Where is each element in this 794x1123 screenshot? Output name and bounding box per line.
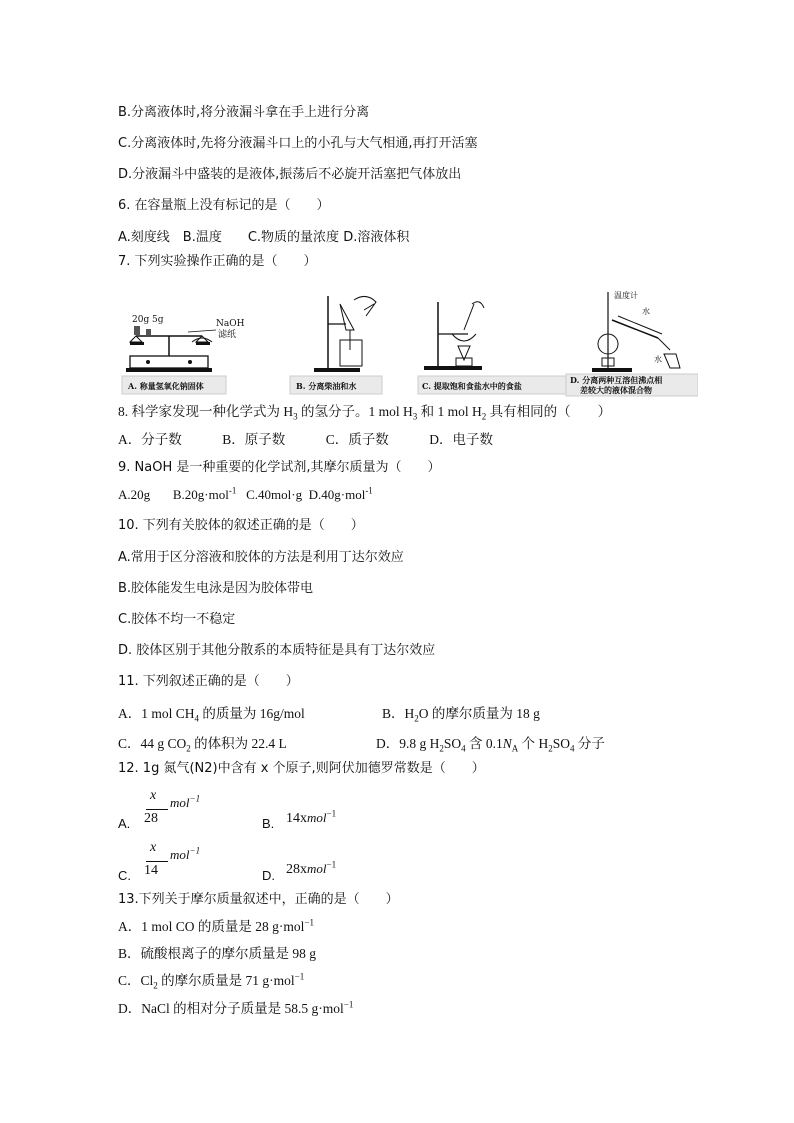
q10-option-d: D. 胶体区别于其他分散系的本质特征是具有丁达尔效应 (118, 643, 436, 658)
q10-option-a: A.常用于区分溶液和胶体的方法是利用丁达尔效应 (118, 550, 404, 565)
q7-apparatus-figures (118, 286, 698, 398)
q9-options: A.20g B.20g·mol$^{-1}$ C.40mol·g D.40g·mol$^{-1}$ (118, 485, 373, 502)
q13-option-a: A．1 mol CO 的质量是 28 g·mol$^{-1}$ (118, 917, 314, 934)
fig-c-caption: C. 提取饱和食盐水中的食盐 (422, 381, 522, 391)
figure-b-separating-funnel (290, 296, 382, 394)
fig-d-thermometer-label: 温度计 (614, 291, 638, 300)
q8-stem: 8. 科学家发现一种化学式为 $H_3$ 的氢分子。1 mol $H_3$ 和 1 mol $H_2$ 具有相同的（ ） (118, 404, 612, 422)
fig-d-water-out-label: 水 (654, 355, 662, 364)
q5-option-d: D.分液漏斗中盛装的是液体,振荡后不必旋开活塞把气体放出 (118, 167, 462, 182)
q7-stem: 7. 下列实验操作正确的是（ ） (118, 254, 317, 269)
q5-option-b: B.分离液体时,将分液漏斗拿在手上进行分离 (118, 105, 370, 120)
q12-option-a-fraction: x 28 mol$^{-1}$ (144, 788, 201, 826)
q11-option-b: B．$H_2O$ 的摩尔质量为 18 g (382, 706, 540, 724)
q13-stem: 13.下列关于摩尔质量叙述中，正确的是（ ） (118, 892, 399, 907)
figure-d-distillation (566, 290, 698, 396)
fig-a-paper-label: 滤纸 (218, 330, 237, 340)
q11-option-d: D．9.8 g $H_2SO_4$ 含 $0.1N_A$ 个 $H_2SO_4$ 分子 (376, 736, 605, 754)
q6-stem: 6. 在容量瓶上没有标记的是（ ） (118, 198, 330, 213)
q12-stem: 12. 1g 氮气(N2)中含有 x 个原子,则阿伏加德罗常数是（ ） (118, 761, 485, 776)
figure-a-balance (122, 315, 245, 394)
q11-option-c: C．44 g $CO_2$ 的体积为 22.4 L (118, 736, 287, 754)
q13-option-b: B．硫酸根离子的摩尔质量是 98 g (118, 946, 317, 961)
q5-option-c: C.分离液体时,先将分液漏斗口上的小孔与大气相通,再打开活塞 (118, 136, 478, 151)
q10-option-c: C.胶体不均一不稳定 (118, 612, 236, 627)
fig-b-caption: B. 分离柴油和水 (296, 381, 357, 391)
q11-option-a: A．1 mol $CH_4$ 的质量为 16g/mol (118, 706, 305, 724)
q12-option-b-label: B. (262, 816, 275, 831)
q13-option-c: C．$Cl_2$ 的摩尔质量是 71 g·mol$^{-1}$ (118, 971, 305, 991)
fig-d-caption-line2: 差较大的液体混合物 (580, 385, 652, 395)
fig-d-caption-line1: D. 分离两种互溶但沸点相 (570, 375, 663, 385)
q12-option-a-label: A. (118, 816, 131, 831)
q8-options: A．分子数 B．原子数 C．质子数 D．电子数 (118, 432, 494, 447)
q12-option-b-expr: 14xmol$^{-1}$ (286, 808, 337, 826)
q12-option-c-fraction: x 14 mol$^{-1}$ (144, 840, 201, 878)
fig-d-water-in-label: 水 (642, 307, 650, 316)
fig-a-naoh-label: NaOH (216, 319, 245, 329)
q11-stem: 11. 下列叙述正确的是（ ） (118, 674, 299, 689)
q6-options: A.刻度线 B.温度 C.物质的量浓度 D.溶液体积 (118, 230, 410, 245)
q10-option-b: B.胶体能发生电泳是因为胶体带电 (118, 581, 314, 596)
figure-c-evaporation (418, 302, 568, 394)
fig-a-weight-20g: 20g (132, 315, 150, 325)
q12-option-c-label: C. (118, 868, 131, 883)
q12-option-d-label: D. (262, 868, 275, 883)
q9-stem: 9. NaOH 是一种重要的化学试剂,其摩尔质量为（ ） (118, 460, 441, 475)
fig-a-weight-5g: 5g (152, 315, 164, 325)
q12-option-d-expr: 28xmol$^{-1}$ (286, 859, 337, 877)
fig-a-caption: A. 称量氢氧化钠固体 (128, 381, 204, 391)
q13-option-d: D．NaCl 的相对分子质量是 58.5 g·mol$^{-1}$ (118, 999, 354, 1016)
q10-stem: 10. 下列有关胶体的叙述正确的是（ ） (118, 518, 364, 533)
